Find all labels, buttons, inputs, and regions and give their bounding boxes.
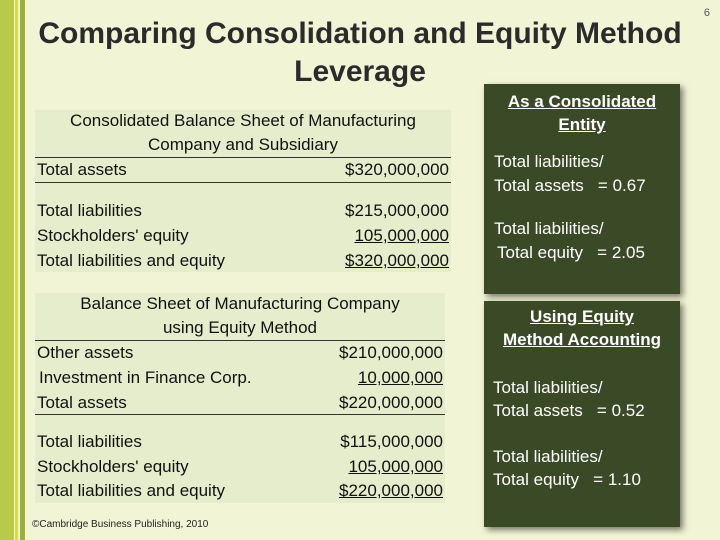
total-liabilities-equity-label: Total liabilities and equity (37, 481, 226, 500)
total-assets-label: Total assets (37, 393, 127, 412)
equity-heading-line1: Balance Sheet of Manufacturing Company (80, 294, 400, 313)
accent-bar-thin (15, 0, 18, 540)
equity-ratios-heading-line2: Method Accounting (502, 330, 661, 349)
consolidated-ratios-box (484, 84, 680, 294)
ratio-liabilities-equity-line2: Total equity = 1.10 (493, 470, 641, 489)
total-liabilities-value: $215,000,000 (345, 201, 449, 220)
total-assets-label: Total assets (37, 160, 127, 179)
equity-heading-line2: using Equity Method (162, 318, 318, 337)
other-assets-value: $210,000,000 (339, 343, 443, 362)
total-liabilities-equity-value: $320,000,000 (345, 251, 449, 270)
other-assets-label: Other assets (37, 343, 134, 362)
slide-title: Comparing Consolidation and Equity Method Leverage (38, 17, 682, 88)
divider (35, 414, 445, 415)
total-liabilities-value: $115,000,000 (340, 432, 443, 451)
total-liabilities-equity-value: $220,000,000 (339, 481, 443, 500)
accent-bar-inner (20, 0, 25, 540)
slide-number: 6 (703, 7, 710, 19)
consolidated-ratios-heading-line2: Entity (558, 115, 606, 134)
consolidated-ratios-heading-line1: As a Consolidated (507, 92, 657, 111)
stockholders-equity-label: Stockholders' equity (37, 457, 189, 476)
stockholders-equity-value: 105,000,000 (348, 457, 443, 476)
consolidated-balance-sheet (35, 110, 451, 272)
investment-label: Investment in Finance Corp. (39, 368, 252, 387)
accent-bar (0, 0, 14, 540)
equity-ratios-box (484, 301, 680, 527)
total-assets-value: $320,000,000 (345, 160, 449, 179)
stockholders-equity-label: Stockholders' equity (37, 226, 189, 245)
ratio-liabilities-equity-line1: Total liabilities/ (493, 447, 603, 466)
total-liabilities-label: Total liabilities (37, 201, 142, 220)
consolidated-heading-line1: Consolidated Balance Sheet of Manufacturing (70, 111, 416, 130)
investment-value: 10,000,000 (357, 368, 443, 387)
divider (35, 182, 451, 183)
stockholders-equity-value: 105,000,000 (354, 226, 449, 245)
total-liabilities-label: Total liabilities (37, 432, 142, 451)
ratio-liabilities-assets-line1: Total liabilities/ (493, 378, 603, 397)
ratio-liabilities-equity-line1: Total liabilities/ (494, 219, 604, 238)
total-assets-value: $220,000,000 (339, 393, 443, 412)
equity-method-balance-sheet (35, 293, 445, 503)
ratio-liabilities-assets-line2: Total assets = 0.67 (494, 176, 646, 195)
ratio-liabilities-equity-line2: Total equity = 2.05 (497, 243, 645, 262)
equity-ratios-heading-line1: Using Equity (530, 307, 634, 326)
divider (35, 157, 451, 158)
ratio-liabilities-assets-line1: Total liabilities/ (494, 152, 604, 171)
consolidated-heading-line2: Company and Subsidiary (148, 135, 338, 154)
copyright-footer: ©Cambridge Business Publishing, 2010 (32, 519, 209, 530)
divider (35, 340, 445, 341)
total-liabilities-equity-label: Total liabilities and equity (37, 251, 226, 270)
ratio-liabilities-assets-line2: Total assets = 0.52 (493, 401, 645, 420)
